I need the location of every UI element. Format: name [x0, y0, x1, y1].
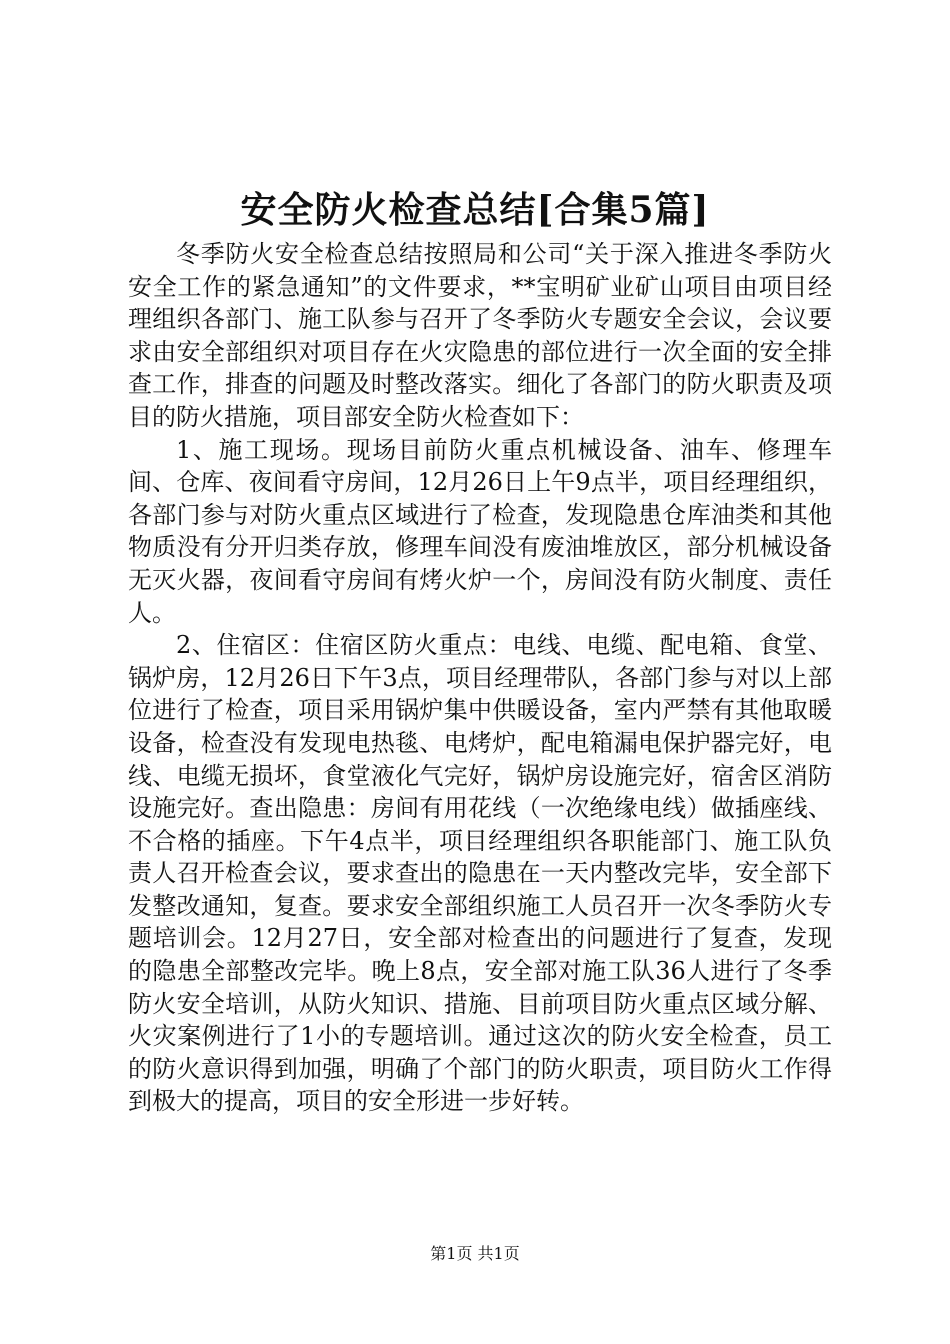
paragraph-dormitory-area: 2、住宿区：住宿区防火重点：电线、电缆、配电箱、食堂、锅炉房，12月26日下午3点，项目经理带队，各部门参与对以上部位进行了检查，项目采用锅炉集中供暖设备，室内严禁有其他取暖设备，检查没有发现电热毯、电烤炉，配电箱漏电保护器完好，电线、电缆无损坏，食堂液化气完好，锅炉房设施完好，宿舍区消防设施完好。查出隐患：房间有用花线（一次绝缘电线）做插座线、不合格的插座。下午4点半，项目经理组织各职能部门、施工队负责人召开检查会议，要求查出的隐患在一天内整改完毕，安全部下发整改通知，复查。要求安全部组织施工人员召开一次冬季防火专题培训会。12月27日，安全部对检查出的问题进行了复查，发现的隐患全部整改完毕。晚上8点，安全部对施工队36人进行了冬季防火安全培训，从防火知识、措施、目前项目防火重点区域分解、火灾案例进行了1小的专题培训。通过这次的防火安全检查，员工的防火意识得到加强，明确了个部门的防火职责，项目防火工作得到极大的提高，项目的安全形进一步好转。	[128, 631, 832, 1116]
paragraph-intro: 冬季防火安全检查总结按照局和公司“关于深入推进冬季防火安全工作的紧急通知”的文件要求，**宝明矿业矿山项目由项目经理组织各部门、施工队参与召开了冬季防火专题安全会议，会议要求由安全部组织对项目存在火灾隐患的部位进行一次全面的安全排查工作，排查的问题及时整改落实。细化了各部门的防火职责及项目的防火措施，项目部安全防火检查如下：	[128, 240, 832, 431]
page-footer: 第1页 共1页	[430, 1244, 520, 1263]
document-title: 安全防火检查总结[合集5篇]	[240, 189, 710, 231]
paragraph-construction-site: 1、施工现场。现场目前防火重点机械设备、油车、修理车间、仓库、夜间看守房间，12月26日上午9点半，项目经理组织，各部门参与对防火重点区域进行了检查，发现隐患仓库油类和其他物质没有分开归类存放，修理车间没有废油堆放区，部分机械设备无灭火器，夜间看守房间有烤火炉一个，房间没有防火制度、责任人。	[128, 435, 832, 627]
document-body	[128, 238, 832, 1118]
